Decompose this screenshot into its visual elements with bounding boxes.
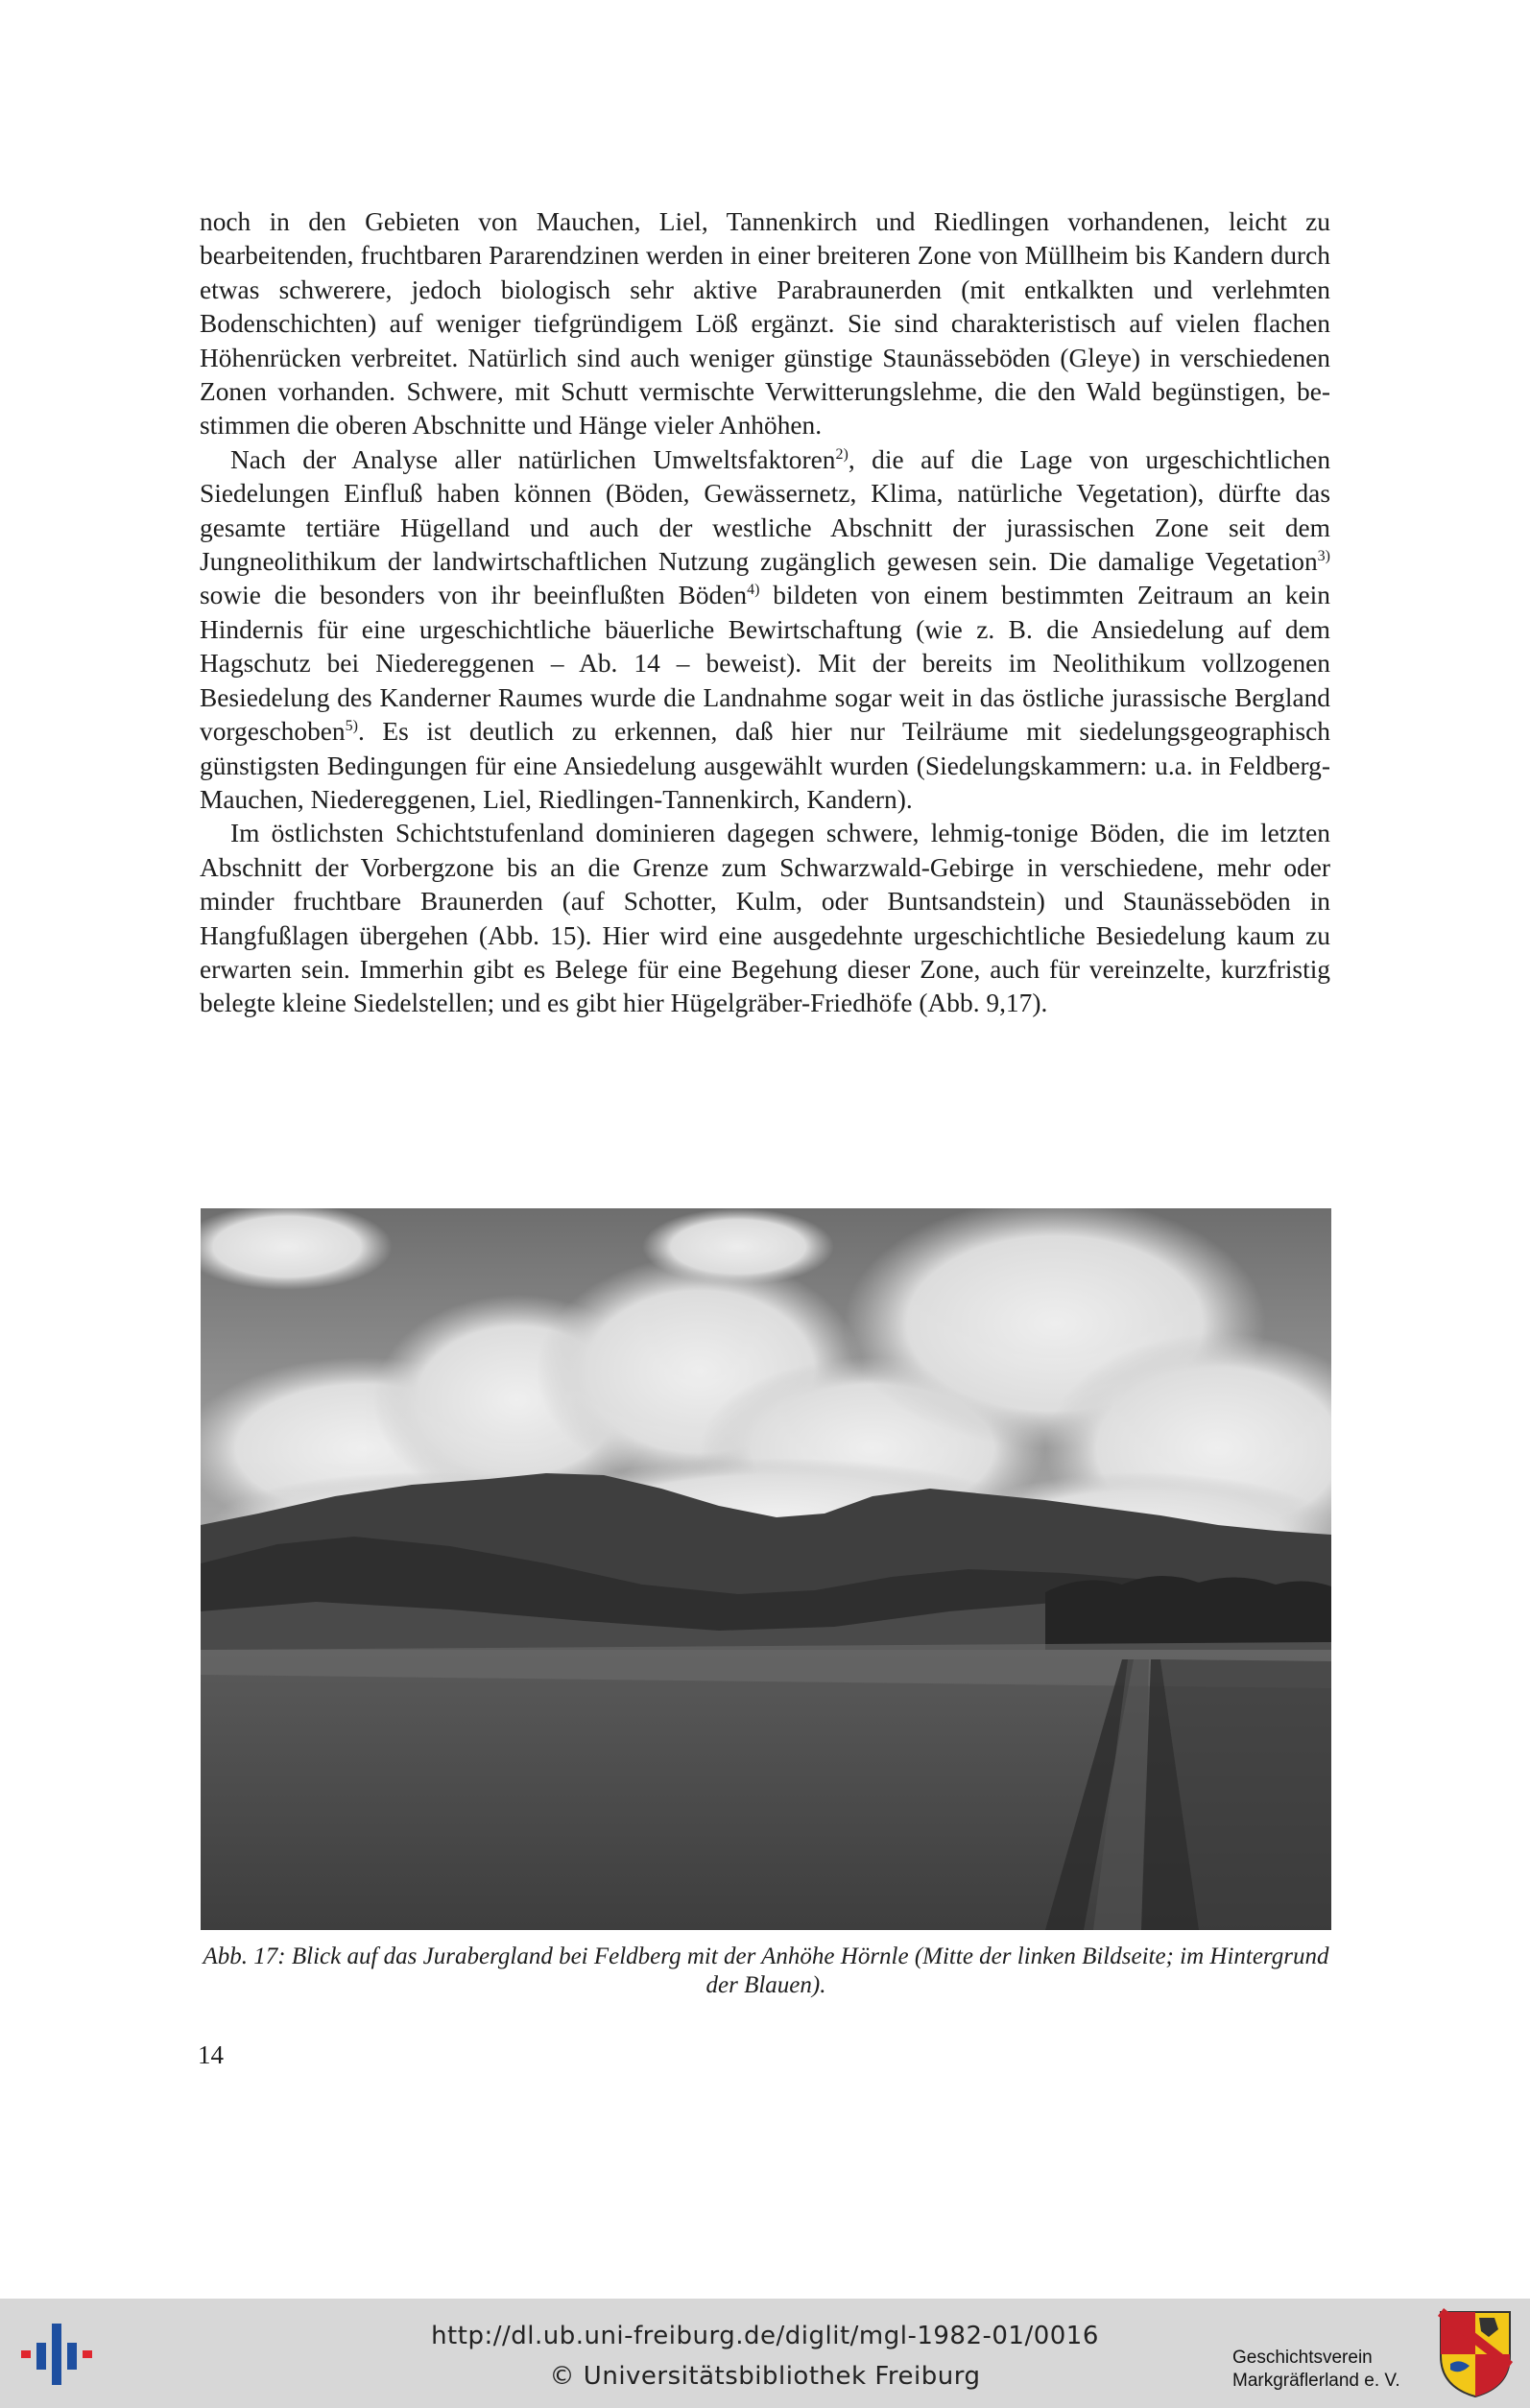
paragraph-text: bildeten von einem bestimmten Zeitraum an kein Hindernis für eine urgeschichtliche bäuerliche Bewirtschaftung (wie z. B. die Ansiedelung auf dem Hagschutz bei Niedereggenen – Ab. 14 – beweist). Mit der bereits im Neolithikum vollzogenen Besiedelung des Kanderner Raumes wurde die Landnahme sogar weit in das östliche jurassische Bergland vorgeschoben [200, 581, 1330, 747]
page-number: 14 [198, 2040, 224, 2069]
footnote-marker: 2) [835, 445, 849, 463]
paragraph-text: sowie die besonders von ihr beeinflußten Böden [200, 581, 748, 610]
footnote-marker: 5) [345, 717, 358, 734]
paragraph-text: Im östlichsten Schichtstufenland dominieren dagegen schwere, lehmig-tonige Böden, die im letzten Abschnitt der Vorbergzone bis an die Grenze zum Schwarzwald-Gebirge in verschiedene, mehr oder minder fruchtbare Braunerden (auf Schotter, Kulm, oder Buntsandstein) und Staunässeböden in Hangfußlagen übergehen (Abb. 15). Hier wird eine ausgedehnte urgeschichtliche Besiedelung kaum zu erwarten sein. Immerhin gibt es Belege für eine Begehung dieser Zone, auch für vereinzelte, kurzfristig belegte kleine Siedelstellen; und es gibt hier Hügelgräber-Friedhöfe (Abb. 9,17). [200, 819, 1330, 1018]
paragraph-text: . Es ist deutlich zu erkennen, daß hier nur Teilräume mit siedelungsgeographisch günstigsten Bedingungen für eine Ansiedelung ausgewählt wurden (Siedelungskammern: u.a. in Feldberg-Mauchen, Niedereggenen, Liel, Riedlingen-Tannenkirch, Kandern). [200, 717, 1330, 814]
society-name-line1: Geschichtsverein [1232, 2348, 1373, 2368]
body-text [200, 205, 1330, 1021]
society-name-line2: Markgräflerland e. V. [1232, 2371, 1400, 2391]
landscape-photo [201, 1208, 1331, 1930]
paragraph-text: , die auf die Lage von urgeschichtlichen Siedelungen Einfluß haben können (Böden, Gewässernetz, Klima, natürliche Vegetation), dürfte das gesamte tertiäre Hügelland und auch der westliche Abschnitt der jurassischen Zone seit dem Jungneolithikum der landwirtschaftlichen Nutzung zugänglich gewesen sein. Die damalige Vegetation [200, 444, 1331, 577]
footer-copyright: © Universitätsbibliothek Freiburg [549, 2362, 981, 2391]
figure-caption: Abb. 17: Blick auf das Jurabergland bei Feldberg mit der Anhöhe Hörnle (Mitte der linken Bildseite; im Hintergrund der Blauen). [203, 1943, 1329, 1998]
footnote-marker: 4) [747, 582, 760, 599]
paragraph-text: noch in den Gebieten von Mauchen, Liel, Tannenkirch und Riedlingen vorhandenen, leicht zu bearbeitenden, fruchtbaren Pararendzinen werden in einer breiteren Zone von Müllheim bis Kandern durch etwas schwerere, jedoch biologisch sehr aktive Parabraunerden (mit entkalkten und verlehmten Bodenschichten) auf weniger tiefgründigem Löß ergänzt. Sie sind charakteristisch auf vielen flachen Höhenrücken verbreitet. Natürlich sind auch weniger günstige Staunässeböden (Gleye) in verschiedenen Zonen vorhanden. Schwere, mit Schutt vermischte Verwitterungslehme, die den Wald begünstigen, bestimmen die oberen Abschnitte und Hänge vieler Anhöhen. [200, 207, 1330, 441]
paragraph-3 [200, 817, 1330, 1020]
footer-url-link[interactable]: http://dl.ub.uni-freiburg.de/diglit/mgl-1982-01/0016 [431, 2322, 1099, 2350]
footer-bar [0, 2299, 1530, 2408]
paragraph-1 [200, 205, 1330, 443]
footnote-marker: 3) [1317, 547, 1330, 564]
paragraph-2 [200, 443, 1330, 817]
society-name [1232, 2347, 1400, 2393]
paragraph-text: Nach der Analyse aller natürlichen Umweltsfaktoren [230, 444, 836, 474]
coat-of-arms-icon[interactable] [1437, 2308, 1514, 2398]
